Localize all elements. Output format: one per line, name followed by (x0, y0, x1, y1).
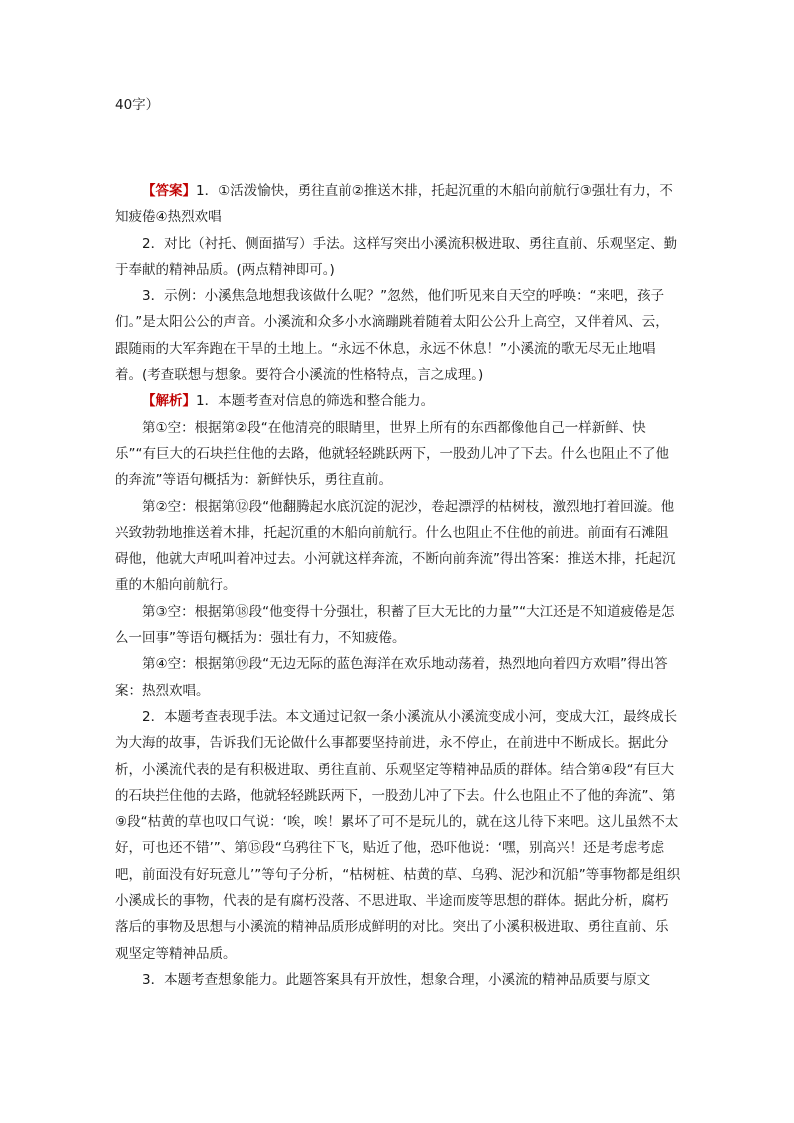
analysis-blank-4: 第④空：根据第⑲段“无边无际的蓝色海洋在欢乐地动荡着，热烈地向着四方欢唱”得出答案：热烈欢唱。 (115, 656, 668, 699)
analysis-item-2: 2．本题考查表现手法。本文通过记叙一条小溪流从小溪流变成小河，变成大江，最终成长为大海的故事，告诉我们无论做什么事都要坚持前进，永不停止，在前进中不断成长。据此分析，小溪流代表的是有积极进取、勇往直前、乐观坚定等精神品质的群体。结合第④段“有巨大的石块拦住他的去路，他就轻轻跳跃两下，一股劲儿冲了下去。什么也阻止不了他的奔流”、第⑨段“枯黄的草也叹口气说：‘唉，唉！累坏了可不是玩儿的，就在这儿待下来吧。这儿虽然不太好，可也还不错’”、第⑮段“乌鸦往下飞，贴近了他，恐吓他说：‘嘿，别高兴！还是考虑考虑吧，前面没有好玩意儿’”等句子分析，“枯树桩、枯黄的草、乌鸦、泥沙和沉船”等事物都是组织小溪成长的事物，代表的是有腐朽没落、不思进取、半途而废等思想的群体。据此分析，腐朽落后的事物及思想与小溪流的精神品质形成鲜明的对比。突出了小溪积极进取、勇往直前、乐观坚定等精神品质。 (115, 708, 681, 962)
analysis-item-1 (115, 388, 681, 414)
answer-item-2: 2．对比（衬托、侧面描写）手法。这样写突出小溪流积极进取、勇往直前、乐观坚定、勤于奉献的精神品质。(两点精神即可。) (115, 235, 678, 278)
word-limit-note: 40字） (115, 97, 160, 113)
answer-item-1 (115, 178, 681, 231)
answer-item-3: 3．示例：小溪焦急地想我该做什么呢？”忽然，他们听见来自天空的呼唤：“来吧，孩子们。”是太阳公公的声音。小溪流和众多小水滴蹦跳着随着太阳公公升上高空，又伴着风、云，跟随雨的大军奔跑在干旱的土地上。“永远不休息，永远不休息！”小溪流的歌无尽无止地唱着。(考查联想与想象。要符合小溪流的性格特点，言之成理。) (115, 288, 669, 384)
analysis-item-3: 3．本题考查想象能力。此题答案具有开放性，想象合理，小溪流的精神品质要与原文 (142, 971, 651, 988)
analysis-tag: 【解析】 (142, 393, 196, 410)
analysis-item-1-text: 1．本题考查对信息的筛选和整合能力。 (196, 393, 435, 410)
answer-item-1-text: 1．①活泼愉快，勇往直前②推送木排，托起沉重的木船向前航行③强壮有力，不知疲倦④热烈欢唱 (115, 183, 673, 226)
analysis-blank-1: 第①空：根据第②段“在他清亮的眼睛里，世界上所有的东西都像他自己一样新鲜、快乐”“有巨大的石块拦住他的去路，他就轻轻跳跃两下，一股劲儿冲了下去。什么也阻止不了他的奔流”等语句概括为：新鲜快乐，勇往直前。 (115, 419, 669, 489)
answer-analysis-block (115, 178, 681, 993)
analysis-blank-2: 第②空：根据第⑫段“他翻腾起水底沉淀的泥沙，卷起漂浮的枯树枝，激烈地打着回漩。他兴致勃勃地推送着木排，托起沉重的木船向前航行。什么也阻止不住他的前进。前面有石滩阻碍他，他就大声吼叫着冲过去。小河就这样奔流，不断向前奔流”得出答案：推送木排，托起沉重的木船向前航行。 (115, 498, 676, 594)
analysis-blank-3: 第③空：根据第⑱段“他变得十分强壮，积蓄了巨大无比的力量”“大江还是不知道疲倦是怎么一回事”等语句概括为：强壮有力，不知疲倦。 (115, 603, 675, 647)
answer-tag: 【答案】 (142, 183, 196, 199)
